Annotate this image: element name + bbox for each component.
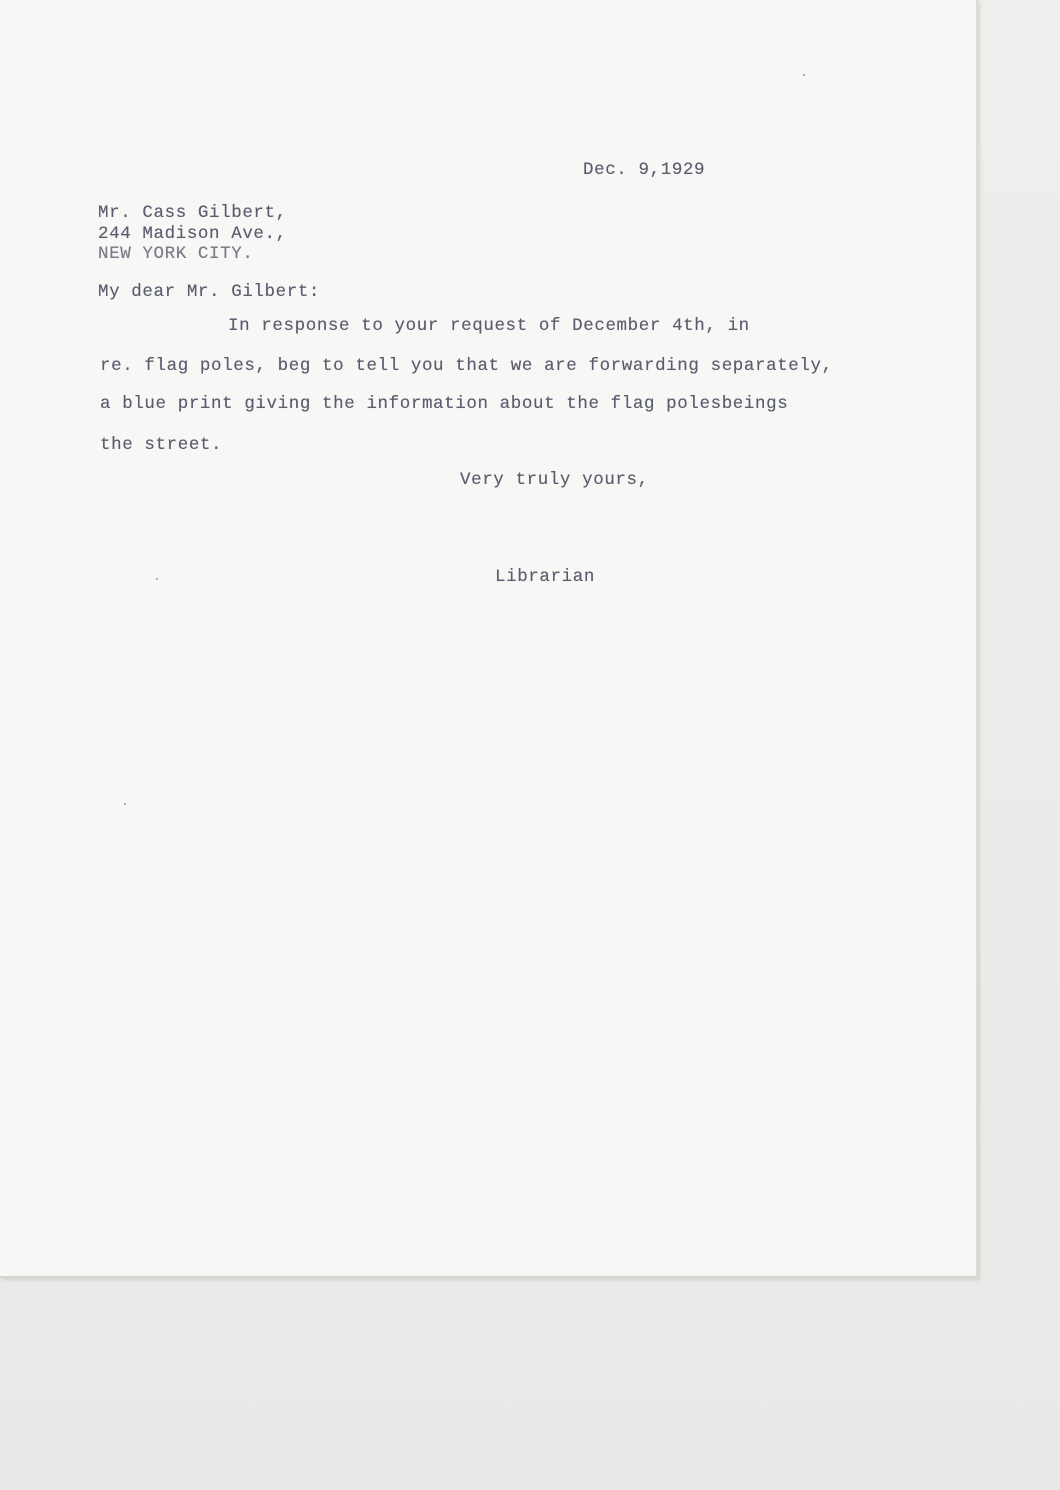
body-line: re. flag poles, beg to tell you that we are forwarding separately,: [100, 356, 833, 376]
body-line: In response to your request of December 4th, in: [228, 316, 750, 336]
recipient-street: 244 Madison Ave.,: [98, 224, 287, 244]
salutation: My dear Mr. Gilbert:: [98, 282, 321, 302]
letter-date: Dec. 9,1929: [583, 160, 706, 180]
closing: Very truly yours,: [460, 470, 649, 490]
recipient-name: Mr. Cass Gilbert,: [98, 203, 287, 223]
body-line: the street.: [100, 435, 223, 455]
paper-speck: [803, 74, 805, 76]
signature-title: Librarian: [495, 567, 595, 587]
paper-speck: [156, 578, 158, 580]
recipient-city: NEW YORK CITY.: [98, 244, 254, 264]
body-line: a blue print giving the information about the flag polesbeings: [100, 394, 789, 414]
paper-speck: [124, 803, 126, 805]
